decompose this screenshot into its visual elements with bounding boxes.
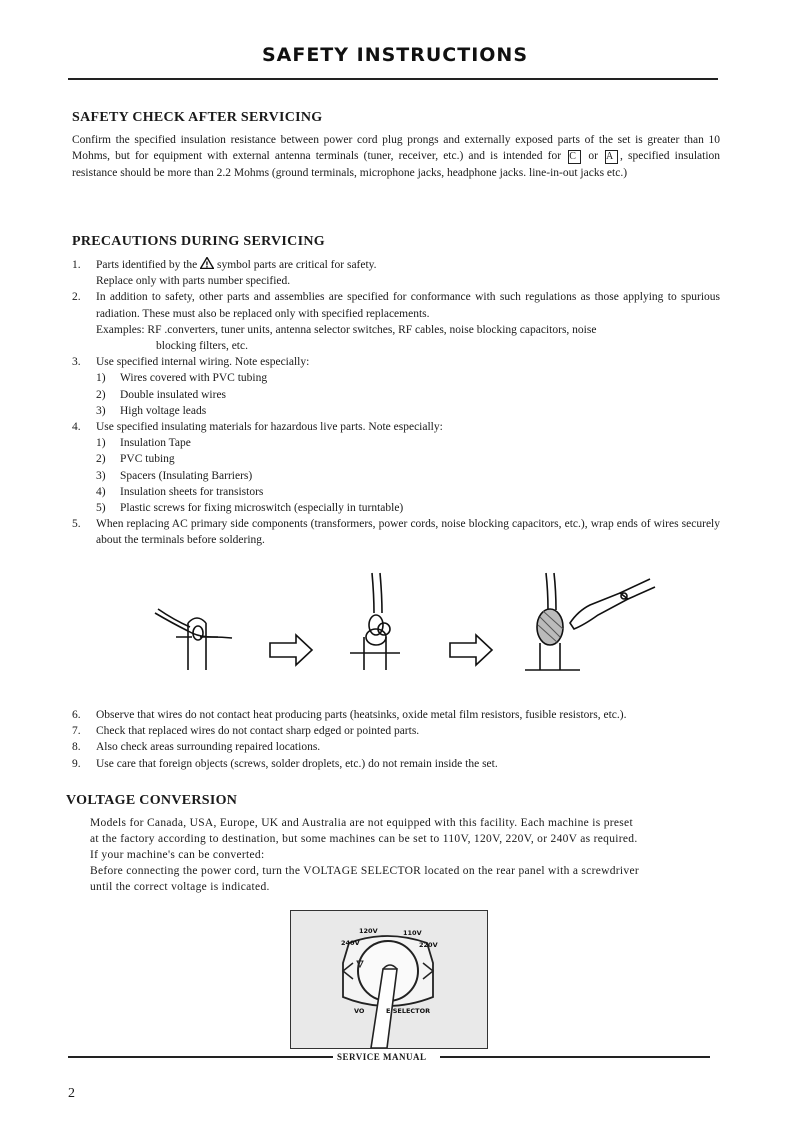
safety-check-paragraph <box>72 132 720 181</box>
sub-text: Plastic screws for fixing microswitch (especially in turntable) <box>120 502 404 515</box>
list-item <box>72 723 720 739</box>
sub-text: Double insulated wires <box>120 388 227 401</box>
list-item <box>72 756 720 772</box>
warning-triangle-icon <box>200 257 214 269</box>
list-item <box>72 289 720 354</box>
sub-number: 5) <box>96 502 106 515</box>
item-number: 7. <box>72 725 81 738</box>
item-number: 2. <box>72 291 81 304</box>
safety-check-text-1: Confirm the specified insulation resistance between power cord plug prongs and externally exposed parts of the set is greater than 10 Mohms, but for equipment with external antenna terminals (tuner, receiver, etc.) and is intended for <box>72 134 720 163</box>
arrow-right-icon <box>270 635 312 665</box>
footer-rule-left <box>68 1056 333 1058</box>
item-text: symbol parts are critical for safety. <box>217 259 377 271</box>
sub-number: 2) <box>96 388 106 401</box>
item-text: Observe that wires do not contact heat producing parts (heatsinks, oxide metal film resistors, fusible resistors, etc.). <box>96 709 627 721</box>
label-240v: 240V <box>341 939 360 947</box>
svg-text:!: ! <box>205 260 209 269</box>
sub-item <box>96 451 720 467</box>
voltage-line: If your machine's can be converted: <box>90 849 265 861</box>
sub-item <box>96 435 720 451</box>
safety-check-text-2: , specified insulation resistance should be more than 2.2 Mohms (ground terminals, microphone jacks, headphone jacks. line-in-out jacks etc.) <box>72 150 721 179</box>
sub-number: 3) <box>96 469 106 482</box>
list-item <box>72 707 720 723</box>
label-120v: 120V <box>359 927 378 935</box>
sub-number: 1) <box>96 372 106 385</box>
item-number: 5. <box>72 518 81 531</box>
item-examples: Examples: RF .converters, tuner units, antenna selector switches, RF cables, noise blocking capacitors, noise <box>96 323 597 336</box>
item-text: Use specified internal wiring. Note especially: <box>96 356 310 369</box>
voltage-selector-drawing <box>291 911 487 1048</box>
or-text: or <box>588 150 598 163</box>
precautions-list-continued <box>72 707 720 772</box>
voltage-line: Before connecting the power cord, turn the VOLTAGE SELECTOR located on the rear panel with a screwdriver <box>90 865 640 877</box>
voltage-selector-illustration <box>290 910 488 1049</box>
list-item <box>72 419 720 516</box>
item-text: Also check areas surrounding repaired locations. <box>96 741 321 754</box>
sub-item <box>96 403 720 419</box>
sub-item <box>96 370 720 386</box>
selector-label-left: VO <box>354 1007 365 1015</box>
sub-text: Spacers (Insulating Barriers) <box>120 469 253 482</box>
page-title: SAFETY INSTRUCTIONS <box>261 44 529 66</box>
sub-item <box>96 468 720 484</box>
item-text: In addition to safety, other parts and assemblies are specified for conformance with such regulations as those applying to spurious radiation. These must also be replaced only with specified replacements. <box>96 291 720 320</box>
precautions-list <box>72 257 720 549</box>
list-item <box>72 739 720 755</box>
item-examples-cont: blocking filters, etc. <box>156 340 248 353</box>
arrow-right-icon <box>450 635 492 665</box>
voltage-conversion-text <box>90 815 715 895</box>
label-220v: 220V <box>419 941 438 949</box>
list-item <box>72 354 720 419</box>
item-number: 3. <box>72 356 81 369</box>
safety-check-heading: SAFETY CHECK AFTER SERVICING <box>72 110 323 125</box>
sub-text: High voltage leads <box>120 404 207 417</box>
class-c-box: C <box>568 150 581 164</box>
footer-rule-right <box>440 1056 710 1058</box>
voltage-line: Models for Canada, USA, Europe, UK and Australia are not equipped with this facility. Each machine is preset <box>90 817 633 829</box>
item-text: Use care that foreign objects (screws, solder droplets, etc.) do not remain inside the set. <box>96 757 498 770</box>
item-number: 1. <box>72 259 81 271</box>
class-a-box: A <box>605 150 618 164</box>
sub-number: 1) <box>96 437 106 450</box>
voltage-conversion-heading: VOLTAGE CONVERSION <box>66 793 238 808</box>
precautions-heading: PRECAUTIONS DURING SERVICING <box>72 234 325 249</box>
title-rule <box>68 78 718 80</box>
sub-number: 4) <box>96 485 106 498</box>
item-text: When replacing AC primary side components (transformers, power cords, noise blocking capacitors, etc.), wrap ends of wires securely about the terminals before soldering. <box>96 518 720 547</box>
sub-item <box>96 387 720 403</box>
footer-label: SERVICE MANUAL <box>337 1052 427 1062</box>
list-item <box>72 516 720 548</box>
item-text: Check that replaced wires do not contact sharp edged or pointed parts. <box>96 725 420 738</box>
sub-number: 3) <box>96 404 106 417</box>
item-text: Use specified insulating materials for hazardous live parts. Note especially: <box>96 421 443 434</box>
sub-item <box>96 500 720 516</box>
sub-text: Insulation sheets for transistors <box>120 485 264 498</box>
sub-number: 2) <box>96 453 106 466</box>
sub-item <box>96 484 720 500</box>
sub-text: PVC tubing <box>120 453 175 466</box>
item-text: Replace only with parts number specified. <box>96 275 291 288</box>
wire-wrapping-illustration <box>150 565 660 685</box>
voltage-line: until the correct voltage is indicated. <box>90 881 270 893</box>
selector-label-right: E SELECTOR <box>386 1007 431 1015</box>
item-number: 8. <box>72 741 81 754</box>
sub-text: Wires covered with PVC tubing <box>120 372 268 385</box>
item-number: 6. <box>72 709 81 721</box>
sub-text: Insulation Tape <box>120 437 191 450</box>
voltage-line: at the factory according to destination, but some machines can be set to 110V, 120V, 220V, or 240V as required. <box>90 833 638 845</box>
page-number: 2 <box>68 1086 75 1101</box>
item-number: 9. <box>72 757 81 770</box>
item-number: 4. <box>72 421 81 434</box>
item-text: Parts identified by the <box>96 259 198 271</box>
list-item <box>72 257 720 289</box>
label-110v: 110V <box>403 929 422 937</box>
